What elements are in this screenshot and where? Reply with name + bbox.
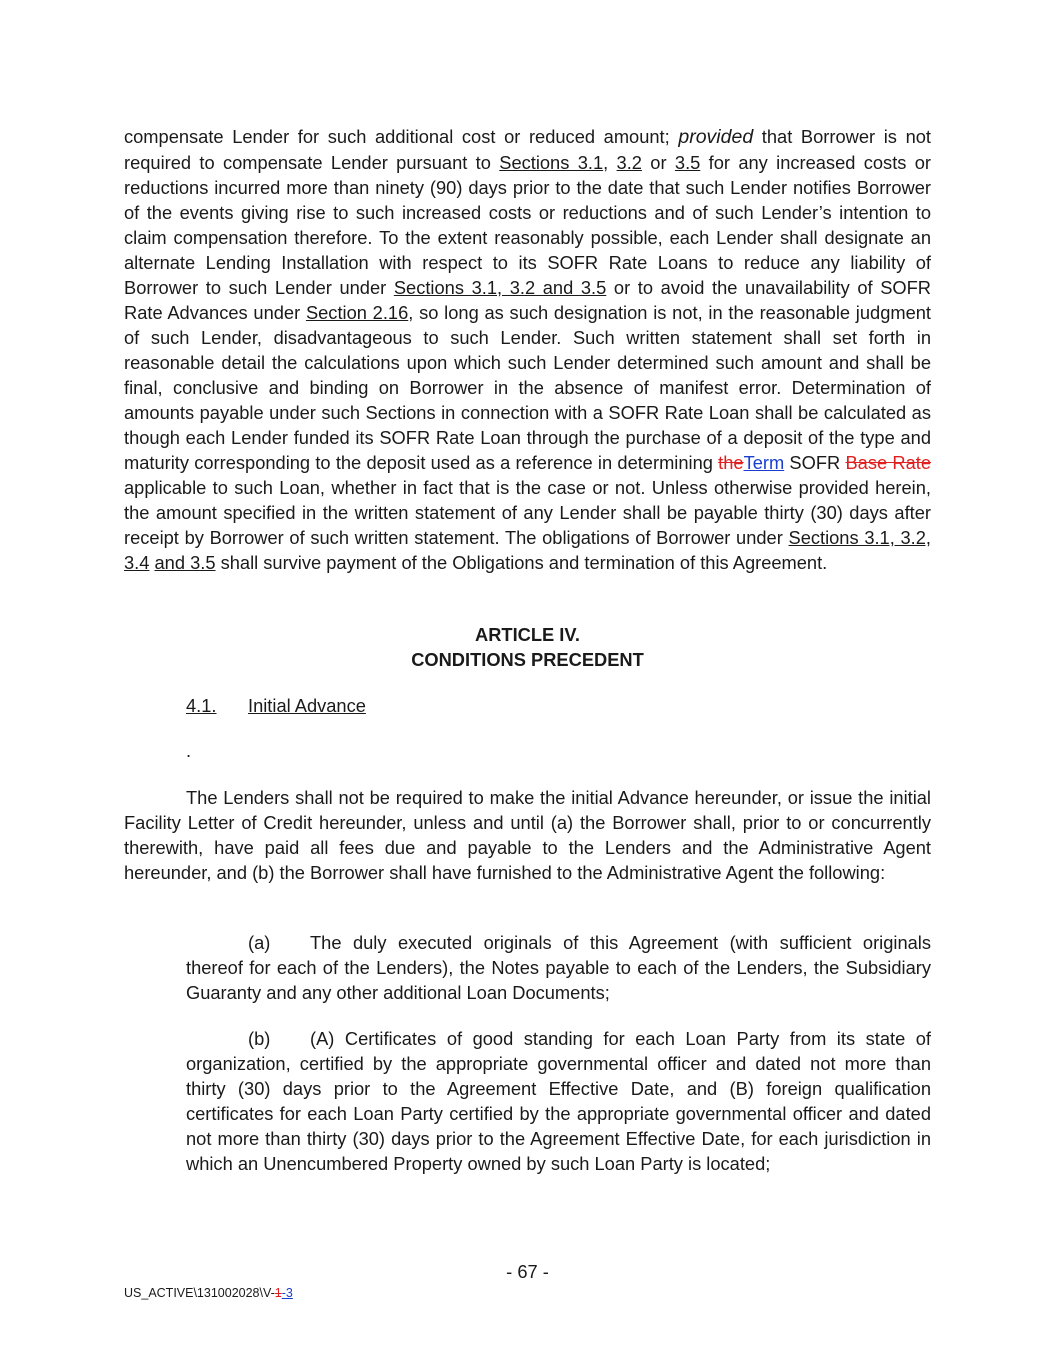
tracked-insertion: 3 (285, 1286, 293, 1300)
list-label: (b) (248, 1028, 271, 1049)
list-item-a (186, 930, 931, 1005)
section-reference: Sections 3.1 (499, 152, 604, 173)
tracked-deletion: Base Rate (845, 452, 931, 473)
section-reference: Sections 3.1, 3.2 and 3.5 (393, 277, 607, 298)
page-number: - 67 - (506, 1261, 549, 1282)
section-reference: Section 2.16 (305, 302, 409, 323)
section-reference: 3.2 (616, 152, 642, 173)
list-text: (A) Certificates of good standing for each Loan Party from its state of organization, certified by the appropriate governmental officer and dated not more than thirty (30) days prior to the Agreement Effective Date, and (B) foreign qualification certificates for each Loan Party certified by the appropriate governmental officer and dated not more than thirty (30) days prior to the Agreement Effective Date, for each jurisdiction in which an Unencumbered Property owned by such Loan Party is located; (186, 1028, 931, 1174)
tracked-deletion: the (718, 452, 744, 473)
document-id (124, 1286, 293, 1300)
list-text: The duly executed originals of this Agreement (with sufficient originals thereof for each of the Lenders), the Notes payable to each of the Lenders, the Subsidiary Guaranty and any other additional Loan Documents; (186, 932, 931, 1003)
text-run: compensate Lender for such additional cost or reduced amount; (124, 126, 679, 147)
tracked-insertion: Term (743, 452, 785, 473)
text-run: applicable to such Loan, whether in fact that is the case or not. Unless otherwise provided herein, the amount specified in the written statement of any Lender shall be payable thirty (30) days after receipt by Borrower of such written statement. The obligations of Borrower under (124, 477, 931, 548)
article-title: ARTICLE IV. (475, 624, 580, 645)
text-run: shall survive payment of the Obligations and termination of this Agreement. (215, 552, 828, 573)
section-title: Initial Advance (248, 695, 366, 716)
tracked-insertion: - (281, 1286, 286, 1300)
list-item-b (186, 1026, 931, 1176)
paragraph-conditions-intro: The Lenders shall not be required to make the initial Advance hereunder, or issue the initial Facility Letter of Credit hereunder, unless and until (a) the Borrower shall, prior to or concurrently therewith, have paid all fees due and payable to the Lenders and the Administrative Agent hereunder, and (b) the Borrower shall have furnished to the Administrative Agent the following: (124, 787, 931, 883)
section-reference: Sections 3.1, 3.2, 3.4 (124, 527, 931, 573)
article-subtitle: CONDITIONS PRECEDENT (411, 649, 644, 670)
doc-id-prefix: US_ACTIVE\131002028\V- (124, 1286, 275, 1300)
stray-period: . (186, 740, 192, 761)
text-run: that Borrower is not required to compensate Lender pursuant to (124, 126, 931, 173)
text-run: SOFR (784, 452, 846, 473)
text-run: or (641, 152, 675, 173)
section-reference: 3.5 (674, 152, 701, 173)
section-number: 4.1. (186, 695, 217, 716)
tracked-deletion: 1 (274, 1286, 282, 1300)
section-reference: and 3.5 (154, 552, 216, 573)
text-run: for any increased costs or reductions incurred more than ninety (90) days prior to the date that such Lender notifies Borrower of the events giving rise to such increased costs or reductions and of such Lender’s intention to claim compensation therefore. To the extent reasonably possible, each Lender shall designate an alternate Lending Installation with respect to its SOFR Rate Loans to reduce any liability of Borrower to such Lender under (124, 152, 932, 298)
section-heading (186, 693, 366, 718)
text-run: , so long as such designation is not, in the reasonable judgment of such Lender, disadvantageous to such Lender. Such written statement shall set forth in reasonable detail the calculations upon which such Lender determined such amount and shall be final, conclusive and binding on Borrower in the absence of manifest error. Determination of amounts payable under such Sections in connection with a SOFR Rate Loan shall be calculated as though each Lender funded its SOFR Rate Loan through the purchase of a deposit of the type and maturity corresponding to the deposit used as a reference in determining (124, 302, 932, 473)
text-run: or to avoid the unavailability of SOFR Rate Advances under (124, 277, 931, 323)
list-label: (a) (248, 932, 271, 953)
provided-italic: provided (678, 126, 754, 148)
paragraph-compensation (124, 124, 931, 575)
text-run: , (603, 152, 617, 173)
